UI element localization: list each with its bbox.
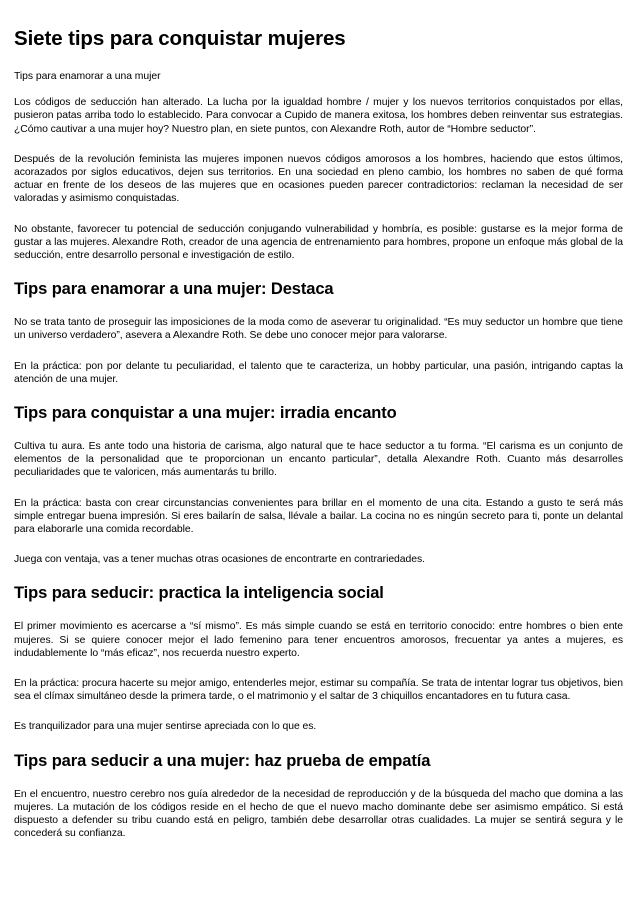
intro-paragraph: Después de la revolución feminista las mujeres imponen nuevos códigos amorosos a los hombres, haciendo que estos últimos, acorazados por siglos educativos, dejen sus territorios. En una sociedad en pleno cambio, los hombres no saben de qué forma actuar en frente de los deseos de las mujeres que en ocasiones pueden parecer contradictorios: reclaman la necesidad de ser valoradas y asimismo conquistadas. [14, 153, 623, 205]
section-heading: Tips para seducir: practica la inteligencia social [14, 584, 384, 603]
section-paragraph: El primer movimiento es acercarse a “sí mismo”. Es más simple cuando se está en territorio conocido: entre hombres o bien ente mujeres. Si se quiere conocer mejor el lado femenino para tener encuentros amorosos, frecuentar ya antes a mujeres, es indudablemente lo “más eficaz”, nos recuerda nuestro experto. [14, 621, 623, 659]
section-paragraph: Es tranquilizador para una mujer sentirse apreciada con lo que es. [14, 721, 317, 733]
section-paragraph: En la práctica: procura hacerte su mejor amigo, entenderles mejor, estimar su compañía. Se trata de intentar lograr tus objetivos, bien sea el clímax simultáneo desde la primera tarde, o el matrimonio y el saltar de 3 chiquillos encantadores en tu futura casa. [14, 678, 623, 703]
intro-paragraph: Los códigos de seducción han alterado. La lucha por la igualdad hombre / mujer y los nuevos territorios conquistados por ellas, pusieron patas arriba todo lo establecido. Para convocar a Cupido de manera exitosa, los hombres deben reinventar sus estrategias. ¿Cómo cautivar a una mujer hoy? Nuestro plan, en siete puntos, con Alexandre Roth, autor de “Hombre seductor”. [14, 97, 623, 135]
document-title: Siete tips para conquistar mujeres [14, 27, 346, 50]
section-paragraph: En el encuentro, nuestro cerebro nos guía alrededor de la necesidad de reproducción y de la búsqueda del macho que domina a las mujeres. La mutación de los códigos reside en el hecho de que el nuevo macho dominante debe ser asimismo empático. Si está dispuesto a defender su tribu cuando está en peligro, también debe desarrollar otras cualidades. La mujer se sentirá segura y le concederá su confianza. [14, 788, 623, 840]
section-heading: Tips para conquistar a una mujer: irradia encanto [14, 404, 397, 423]
document-subtitle: Tips para enamorar a una mujer [14, 71, 161, 82]
section-paragraph: Juega con ventaja, vas a tener muchas otras ocasiones de encontrarte en contrariedades. [14, 554, 425, 566]
section-paragraph: En la práctica: basta con crear circunstancias convenientes para brillar en el momento de una cita. Estando a gusto te será más simple entregar buena impresión. Si eres bailarín de salsa, llévale a bailar. La cocina no es ningún secreto para ti, ponte un delantal para elaborarle una comida recordable. [14, 497, 623, 536]
intro-paragraph: No obstante, favorecer tu potencial de seducción conjugando vulnerabilidad y hombría, es posible: gustarse es la mejor forma de gustar a las mujeres. Alexandre Roth, creador de una agencia de entrenamiento para hombres, propone un enfoque más global de la seducción, entre desarrollo personal e investigación de estilo. [14, 223, 623, 262]
section-paragraph: Cultiva tu aura. Es ante todo una historia de carisma, algo natural que te hace seductor a tu forma. “El carisma es un conjunto de elementos de la personalidad que te proporcionan un encanto particular”, detalla Alexandre Roth. Cuanto más desarrolles peculiaridades que te valoricen, más aumentarás tu brillo. [14, 441, 623, 479]
section-paragraph: En la práctica: pon por delante tu peculiaridad, el talento que te caracteriza, un hobby particular, una pasión, intrigando captas la atención de una mujer. [14, 360, 623, 385]
section-paragraph: No se trata tanto de proseguir las imposiciones de la moda como de aseverar tu originalidad. “Es muy seductor un hombre que tiene un universo verdadero”, asevera a Alexandre Roth. Se debe uno conocer mejor para valorarse. [14, 317, 623, 342]
section-heading: Tips para enamorar a una mujer: Destaca [14, 280, 334, 299]
section-heading: Tips para seducir a una mujer: haz prueba de empatía [14, 751, 431, 770]
